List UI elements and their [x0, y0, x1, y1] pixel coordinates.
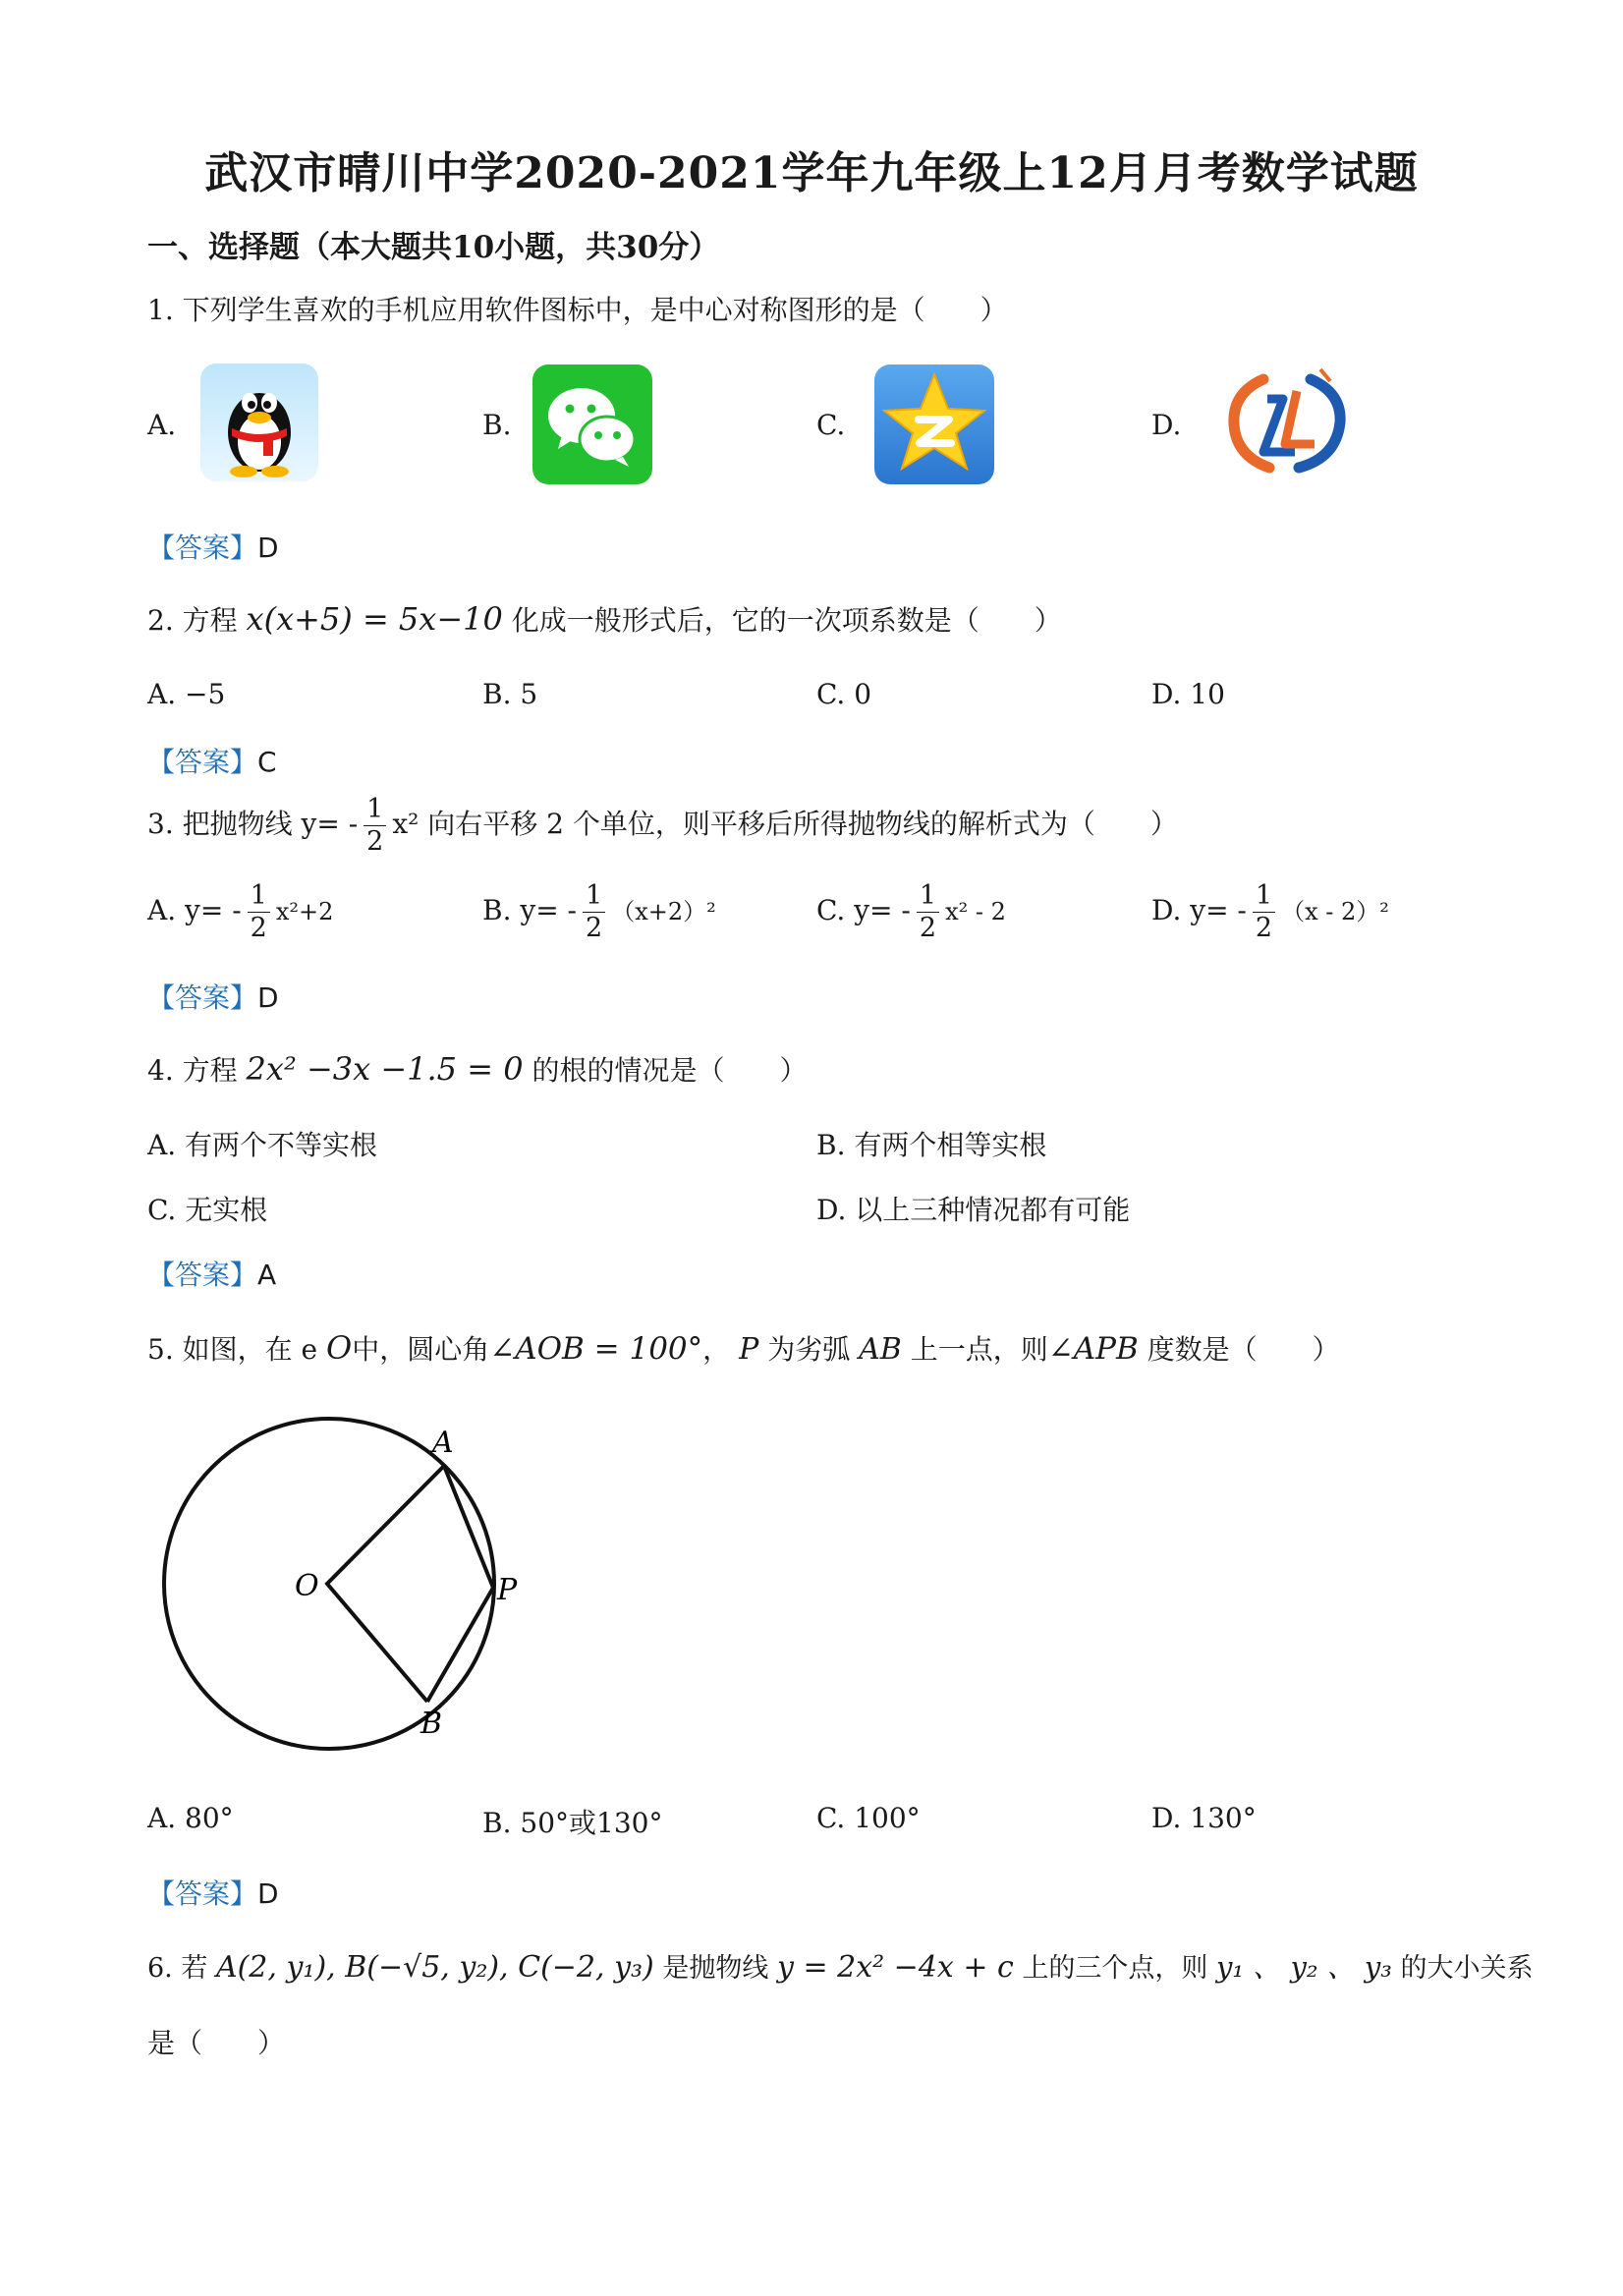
page-title: 武汉市晴川中学2020-2021学年九年级上12月月考数学试题 [204, 148, 1419, 198]
q2-option-b: B. 5 [482, 678, 538, 710]
question-6-stem: 6. 若 A(2, y₁), B(−√5, y₂), C(−2, y₃) 是抛物线 y = 2x² −4x + c 上的三个点，则 y₁ 、 y₂ 、 y₃ 的大小关系 [147, 1950, 1534, 1985]
qzone-star-icon [874, 364, 994, 484]
q5-answer: 【答案】D [147, 1877, 279, 1910]
q3-option-a: A. y= - $\frac{1}{2}$ x²+2 [147, 880, 334, 943]
circle-diagram [147, 1405, 540, 1759]
q1-option-d-label: D. [1151, 409, 1182, 441]
q4-answer: 【答案】A [147, 1259, 277, 1291]
label-p: P [497, 1573, 518, 1607]
q4-option-d: D. 以上三种情况都有可能 [816, 1194, 1131, 1226]
q2-option-c: C. 0 [816, 678, 872, 710]
q5-option-d: D. 130° [1151, 1802, 1257, 1834]
label-o: O [295, 1569, 319, 1603]
q1-answer: 【答案】D [147, 532, 279, 564]
q2-option-a: A. −5 [147, 678, 226, 710]
q4-option-a: A. 有两个不等实根 [147, 1129, 378, 1161]
q2-option-d: D. 10 [1151, 678, 1225, 710]
zl-logo-icon [1224, 362, 1350, 481]
qq-penguin-icon [200, 364, 318, 481]
q1-option-c-label: C. [816, 409, 846, 441]
q5-option-c: C. 100° [816, 1802, 921, 1834]
question-6-line2: 是（ ） [147, 2027, 286, 2059]
section-heading: 一、选择题（本大题共10小题，共30分） [147, 230, 720, 265]
q1-option-a-label: A. [147, 409, 177, 441]
radii-oa-ob [327, 1466, 444, 1702]
q3-option-b: B. y= - $\frac{1}{2}$ （x+2）² [482, 880, 716, 943]
q2-answer: 【答案】C [147, 746, 277, 778]
question-3-stem: 3. 把抛物线 y= - $\frac{1}{2}$ x² 向右平移 2 个单位，则平移后所得抛物线的解析式为（ ） [147, 794, 1178, 857]
q5-option-a: A. 80° [147, 1802, 234, 1834]
q3-answer: 【答案】D [147, 981, 279, 1014]
q3-option-c: C. y= - $\frac{1}{2}$ x² - 2 [816, 880, 1006, 943]
label-a: A [432, 1426, 454, 1460]
q3-option-d: D. y= - $\frac{1}{2}$ （x - 2）² [1151, 880, 1389, 943]
wechat-icon [532, 364, 652, 484]
question-4-stem: 4. 方程 2x² −3x −1.5 = 0 的根的情况是（ ） [147, 1050, 808, 1088]
q5-option-b: B. 50°或130° [482, 1807, 663, 1839]
question-1-stem: 1. 下列学生喜欢的手机应用软件图标中，是中心对称图形的是（ ） [147, 294, 1008, 326]
q4-option-c: C. 无实根 [147, 1194, 268, 1226]
q1-option-b-label: B. [482, 409, 512, 441]
question-2-stem: 2. 方程 x(x+5) = 5x−10 化成一般形式后，它的一次项系数是（ ） [147, 600, 1062, 638]
question-5-stem: 5. 如图，在 e O中，圆心角∠AOB = 100°， P 为劣弧 AB 上一点，则∠APB 度数是（ ） [147, 1329, 1340, 1367]
label-b: B [420, 1707, 443, 1741]
chords-ap-pb [427, 1466, 493, 1702]
q4-option-b: B. 有两个相等实根 [816, 1129, 1047, 1161]
